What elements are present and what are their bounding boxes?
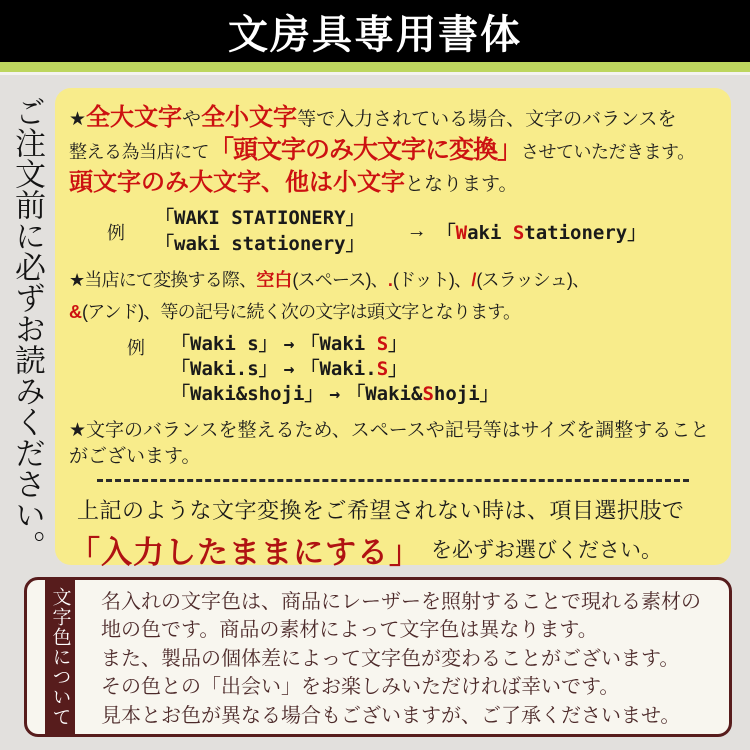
row2-result-capital: S: [376, 358, 389, 381]
side-note-vertical: ご注文前に必ずお読みください。: [10, 96, 45, 561]
row1-result-pre: 「Waki: [300, 333, 377, 356]
keep-as-typed-line2: [69, 527, 715, 572]
result-capital-s: S: [512, 222, 525, 245]
arrow-right-icon: →: [283, 334, 295, 356]
rule1-emphasis-alllower: 全小文字: [201, 104, 298, 131]
accent-bar-top: [0, 62, 750, 75]
rule2-line2: [69, 296, 715, 328]
row2-result-post: 」: [388, 358, 408, 381]
rule1-lead2: 整える為当店にて: [69, 141, 209, 162]
color-note-line: また、製品の個体差によって文字色が変わることがございます。: [101, 647, 680, 670]
result-mid2: tationery: [524, 222, 628, 245]
row1-result-capital: S: [376, 333, 389, 356]
keep-as-typed-option: 「入力したままにする」: [69, 534, 421, 570]
rule2-red-amp: &: [69, 302, 82, 323]
color-note-line: 見本とお色が異なる場合もございますが、ご了承くださいませ。: [101, 704, 681, 727]
example-2-rows: [171, 332, 499, 406]
example-2-row: [171, 357, 499, 382]
rule1-tail2: させていただきます。: [521, 141, 695, 162]
rule2-lead: ★当店にて変換する際、: [69, 269, 257, 290]
rule1-line1: [69, 102, 715, 134]
rule1-emphasis-result: 頭文字のみ大文字、他は小文字: [69, 168, 405, 196]
row3-source: 「Waki&shoji」: [171, 382, 324, 405]
row3-result-capital: S: [422, 382, 434, 405]
color-note-line: 地の色です。商品の素材によって文字色は異なります。: [101, 619, 598, 642]
result-mid1: aki: [467, 222, 513, 245]
example-1: [107, 206, 715, 257]
arrow-right-icon: →: [283, 359, 295, 381]
rule1-emphasis-convert: 「頭文字のみ大文字に変換」: [209, 135, 522, 164]
color-note-line: その色との「出会い」をお楽しみいただければ幸いです。: [101, 676, 620, 699]
rule1-tail3: となります。: [405, 173, 518, 195]
dashed-divider: [97, 479, 689, 482]
color-note-line: 名入れの文字色は、商品にレーザーを照射することで現れる素材の: [101, 591, 701, 613]
star-icon: ★: [69, 109, 87, 130]
example-1-result: [407, 218, 647, 245]
rule2-line1: [69, 264, 715, 296]
text-color-notes: [101, 588, 719, 730]
example-1-label: 例: [107, 222, 125, 243]
example-1-input-lowercase: 「waki stationery」: [155, 232, 365, 255]
rule2-b2: (ドット)、: [392, 269, 472, 290]
row1-source: 「Waki s」: [171, 333, 278, 356]
rule2-b3: (スラッシュ)、: [476, 269, 590, 290]
rule2-red-dot: .: [387, 269, 393, 290]
rule1-line3: [69, 167, 715, 199]
page-title: 文房具専用書体: [228, 12, 522, 57]
example-2-row: [171, 332, 499, 357]
header-banner: [0, 0, 750, 62]
rule2-red-space: 空白: [256, 269, 293, 290]
row2-result-pre: 「Waki.: [300, 358, 377, 381]
row1-result-post: 」: [388, 333, 408, 356]
example-1-result-text: [437, 218, 647, 245]
row3-result-post: hoji」: [433, 382, 499, 405]
rule3-text: ★文字のバランスを整えるため、スペースや記号等はサイズを調整することがございます。: [69, 420, 710, 467]
rule1-line2: [69, 134, 715, 167]
example-2: [127, 332, 715, 406]
text-color-strip-label: 文字色について: [45, 580, 75, 734]
notice-panel: [55, 88, 731, 570]
example-1-inputs: [155, 206, 365, 257]
example-2-label: 例: [127, 338, 145, 359]
arrow-right-icon: →: [329, 383, 341, 405]
result-close-quote: 」: [627, 222, 647, 245]
rule2-b4: (アンド)、等の記号に続く次の文字は頭文字となります。: [82, 302, 521, 323]
keep-as-typed-tail: を必ずお選びください。: [431, 539, 662, 563]
result-open-quote: 「: [436, 222, 456, 245]
rule1-emphasis-allcaps: 全大文字: [86, 104, 183, 131]
example-1-input-uppercase: 「WAKI STATIONERY」: [155, 207, 365, 230]
keep-as-typed-line1: 上記のような文字変換をご希望されない時は、項目選択肢で: [77, 497, 685, 523]
rule1-mid: や: [182, 109, 202, 130]
result-capital-w: W: [455, 222, 468, 245]
text-color-box: [24, 577, 732, 737]
arrow-right-icon: →: [406, 220, 427, 243]
rule1-tail1: 等で入力されている場合、文字のバランスを: [297, 109, 677, 130]
row2-source: 「Waki.s」: [171, 358, 278, 381]
example-2-row: [171, 382, 499, 407]
rule2-red-slash: /: [471, 269, 477, 290]
row3-result-pre: 「Waki&: [346, 382, 423, 405]
rule2-b1: (スペース)、: [292, 269, 388, 290]
